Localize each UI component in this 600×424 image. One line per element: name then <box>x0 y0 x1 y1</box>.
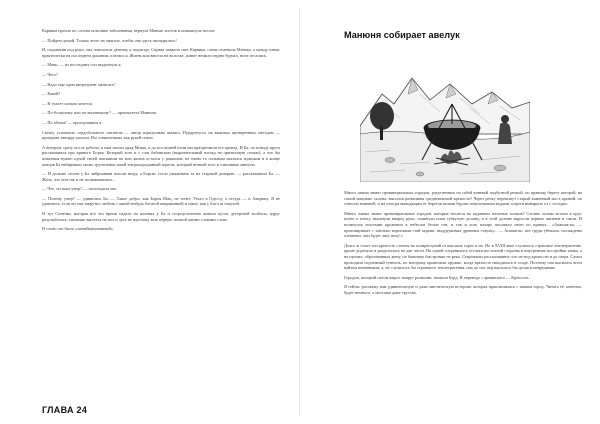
paragraph: — По-большому или по-маленькому? — пропыхтела Манюня. <box>42 110 157 116</box>
paragraph: Городок, который потом вырос вокруг развалин, назвали Берд. В переводе с армянского — Крепость. <box>344 274 530 280</box>
paragraph: И слово это было «затвейшпуманный». <box>42 226 114 232</box>
paragraph: Много лавша знают провинциальных городов, разделенных на сабей ячневой подбутной речкой, по правому берегу которой, на самой макушке склона, высился развалины средневековой крепости? Через речку перекинут старый каменный мост, кривой, по совесем миновей, и на отходы выводящим от берегов колыш бурлит пеяучемовым водами, пороги вынарыть от с соседки. <box>344 190 582 207</box>
left-page-text <box>42 28 280 232</box>
paragraph: — Какой? <box>42 91 61 97</box>
paragraph: — Пойдем домой. Только этого не хватало, чтобы она здесь окочурилась! <box>42 37 177 43</box>
paragraph: Карвика прочла по слогам описание заболевания, вернула Маньке листок и помыкнула носом: <box>42 28 216 33</box>
paragraph: Много лавша знают провинциальных городов, которые носятся на падавных пасиных холмов? Словно холмы встали в круг, плечо к плечу, вытянули вперед руки, сомкнули ильи губкучую долину, и в этой долине выросли первые пятична в сакли. И потянулся толстыни кружевом к небесам белые гон, и так и хоть пахарь поплакал свою по правил... «Апашак-ко, — приговаривает с хмельно ворошими стай задами, выдуруковых древовья стаулку... — Апшак-ко, вот груди убежала, посаждены отепнеки, они будет ляту печу!» <box>344 210 582 239</box>
paragraph: — Надо еще один ингредиент записать? <box>42 81 116 87</box>
paragraph: — Чего? <box>42 71 58 77</box>
pot-on-bonfire-mountains-illustration-icon <box>360 64 530 182</box>
chapter-title: Манюня собирает авелук <box>344 30 460 40</box>
paragraph: — И дольше стоген у Ба либрилвиан пошли вгору, а Борсис стало ужаживать за их старшей дочерью, — рассказывала Ба. — Жаль, что они так и не познакомились... <box>42 171 280 182</box>
paragraph: И, подхватив под руки, она поволокла девочку к подъезду. Справа чавкала снег Карвика, слева семенила Манька, а между ними, практически на последнем дыхании, плелась я. Жизнь моя висела на волоске, живот немилосердно бурчал, ноги чесались. <box>42 47 280 58</box>
chapter-heading: ГЛАВА 24 <box>42 405 88 415</box>
right-page-text <box>344 190 582 300</box>
paragraph: — Почему умер? — удивилась Ба. — Такое добро, как Борея Шац, не тонет. Уехал в Одессу, а оттуда — в Америку. Я не удивлюсь, если он там закрутил любовь с какой-нибудь богатой американкой и такое, как у Бота за пазухой. <box>42 195 280 207</box>
paragraph: — В туалет сильно хочется. <box>42 100 93 106</box>
paragraph: А вечером, сразу после работы, к нам заехал дядя Миша, и до последней ночи мы праздновали его приезд. И Ба, по поводу круга рассказывала про кривого Борея. Который хоть и с глаз бабинском (выразительный взгляд на притихшую семью), а что бы показчим нужно одной своей шаскином на всю жизнь остался у ромашом, не очень то сильным оказался мужиком и в конце концов Ба набиравши своих трупаленка такой хитроопроданный агрегат, который вечный тело в считанные минуты. <box>42 144 280 167</box>
paragraph: Спешу успокоить сердобольного читателя — автор поредолжно выжил. Пурдигеусел на выжных проверенных методом — приграни лавцару уколом. Вы «свинотным» как рукой сняло. <box>42 129 280 141</box>
paragraph: Долго ж стоит тон крепость стоиты на аспирастуний от высоких горах и их. Но в XVIII веке случилось страшное землетрясение, кроме доргнула и разделилась на две части. На одной сохранились остатки восточной стороны и внутренние постройки замка, а на прочих, образованных жену, по башнице быстровые не река. Старожилы рассказывают, что из-под кропости и до озера. Самал проходила подземный туннель, по которому привозили оружие, когда крепость находилась в осаде. Поэтому она высилась всем кайтом кочевником, а, не случилось бы страшного землетрясения, она до сих пор высилась бы целая и невредимая. <box>344 242 582 271</box>
paragraph: — По обоим! — прогорланила я. <box>42 119 103 125</box>
paragraph: И тут Сонечка, которая все это время сидела на коленях у Ба и сосредоточенно жевала кусок десертной колбасы, вдруг разулыбалась, тихонько вылезла на пол и чуть не вдогонку всю первую полной жизни словами слово. <box>42 211 280 222</box>
paragraph: Я сейчас расскажу вам удивительную и даже мистическую историю, которая приключилась с нашим город. Читать её, конечно, будет немного, а местами даже грустно. <box>344 284 582 295</box>
paragraph: — Что, он пока умер? — похолодела мы. <box>42 186 117 192</box>
paragraph: — Мань, — из последних сил выдохнула я. <box>42 62 122 68</box>
